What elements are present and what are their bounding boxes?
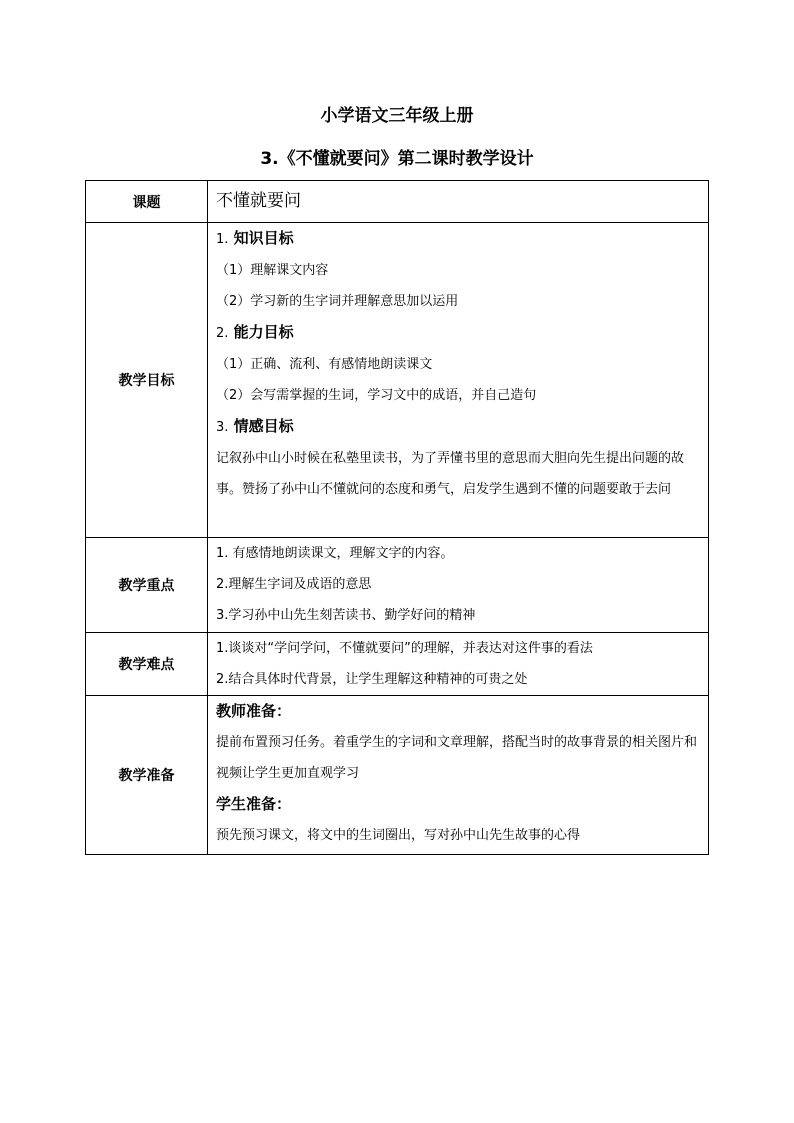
objective-item: （1）理解课文内容 — [216, 263, 329, 278]
objective-paragraph: 记叙孙中山小时候在私塾里读书，为了弄懂书里的意思而大胆向先生提出问题的故事。赞扬了孙中山不懂就问的态度和勇气，启发学生遇到不懂的问题要敢于去问 — [216, 451, 685, 497]
document-subtitle: 3.《不懂就要问》第二课时教学设计 — [260, 149, 534, 169]
objective-emotion-heading — [216, 411, 702, 443]
heading-text: 情感目标 — [233, 417, 294, 435]
row-subject — [86, 181, 709, 223]
key-point-item: 3.学习孙中山先生刻苦读书、勤学好问的精神 — [216, 608, 476, 623]
heading-number: 3. — [216, 420, 229, 435]
teacher-prep-text: 提前布置预习任务。着重学生的字词和文章理解，搭配当时的故事背景的相关图片和视频让学生更加直观学习 — [216, 735, 698, 781]
label-objectives: 教学目标 — [86, 223, 208, 538]
heading-text: 能力目标 — [233, 323, 294, 341]
value-difficulties — [208, 633, 709, 696]
row-preparation — [86, 696, 709, 855]
label-key-points: 教学重点 — [86, 538, 208, 633]
subject-text: 不懂就要问 — [216, 191, 301, 211]
lesson-plan-table — [85, 180, 709, 855]
difficulty-item: 1.谈谈对“学问学问，不懂就要问”的理解，并表达对这件事的看法 — [216, 641, 593, 656]
row-difficulties — [86, 633, 709, 696]
value-key-points — [208, 538, 709, 633]
heading-text: 知识目标 — [233, 229, 294, 247]
student-prep-heading: 学生准备： — [216, 795, 292, 813]
objective-item: （2）会写需掌握的生词，学习文中的成语，并自己造句 — [216, 388, 537, 403]
label-preparation: 教学准备 — [86, 696, 208, 855]
label-subject: 课题 — [86, 181, 208, 223]
key-point-item: 1. 有感情地朗读课文，理解文字的内容。 — [216, 546, 454, 561]
objective-item: （2）学习新的生字词并理解意思加以运用 — [216, 294, 459, 309]
objective-item: （1）正确、流利、有感情地朗读课文 — [216, 357, 433, 372]
row-objectives — [86, 223, 709, 538]
value-objectives — [208, 223, 709, 538]
key-point-item: 2.理解生字词及成语的意思 — [216, 577, 372, 592]
label-difficulties: 教学难点 — [86, 633, 208, 696]
student-prep-text: 预先预习课文，将文中的生词圈出，写对孙中山先生故事的心得 — [216, 828, 581, 843]
teacher-prep-heading: 教师准备： — [216, 702, 292, 720]
objective-ability-heading — [216, 317, 702, 349]
objective-knowledge-heading — [216, 223, 702, 255]
difficulty-item: 2.结合具体时代背景，让学生理解这种精神的可贵之处 — [216, 672, 528, 687]
document-title: 小学语文三年级上册 — [320, 106, 474, 126]
value-subject — [208, 181, 709, 223]
row-key-points — [86, 538, 709, 633]
heading-number: 1. — [216, 232, 229, 247]
value-preparation — [208, 696, 709, 855]
heading-number: 2. — [216, 326, 229, 341]
